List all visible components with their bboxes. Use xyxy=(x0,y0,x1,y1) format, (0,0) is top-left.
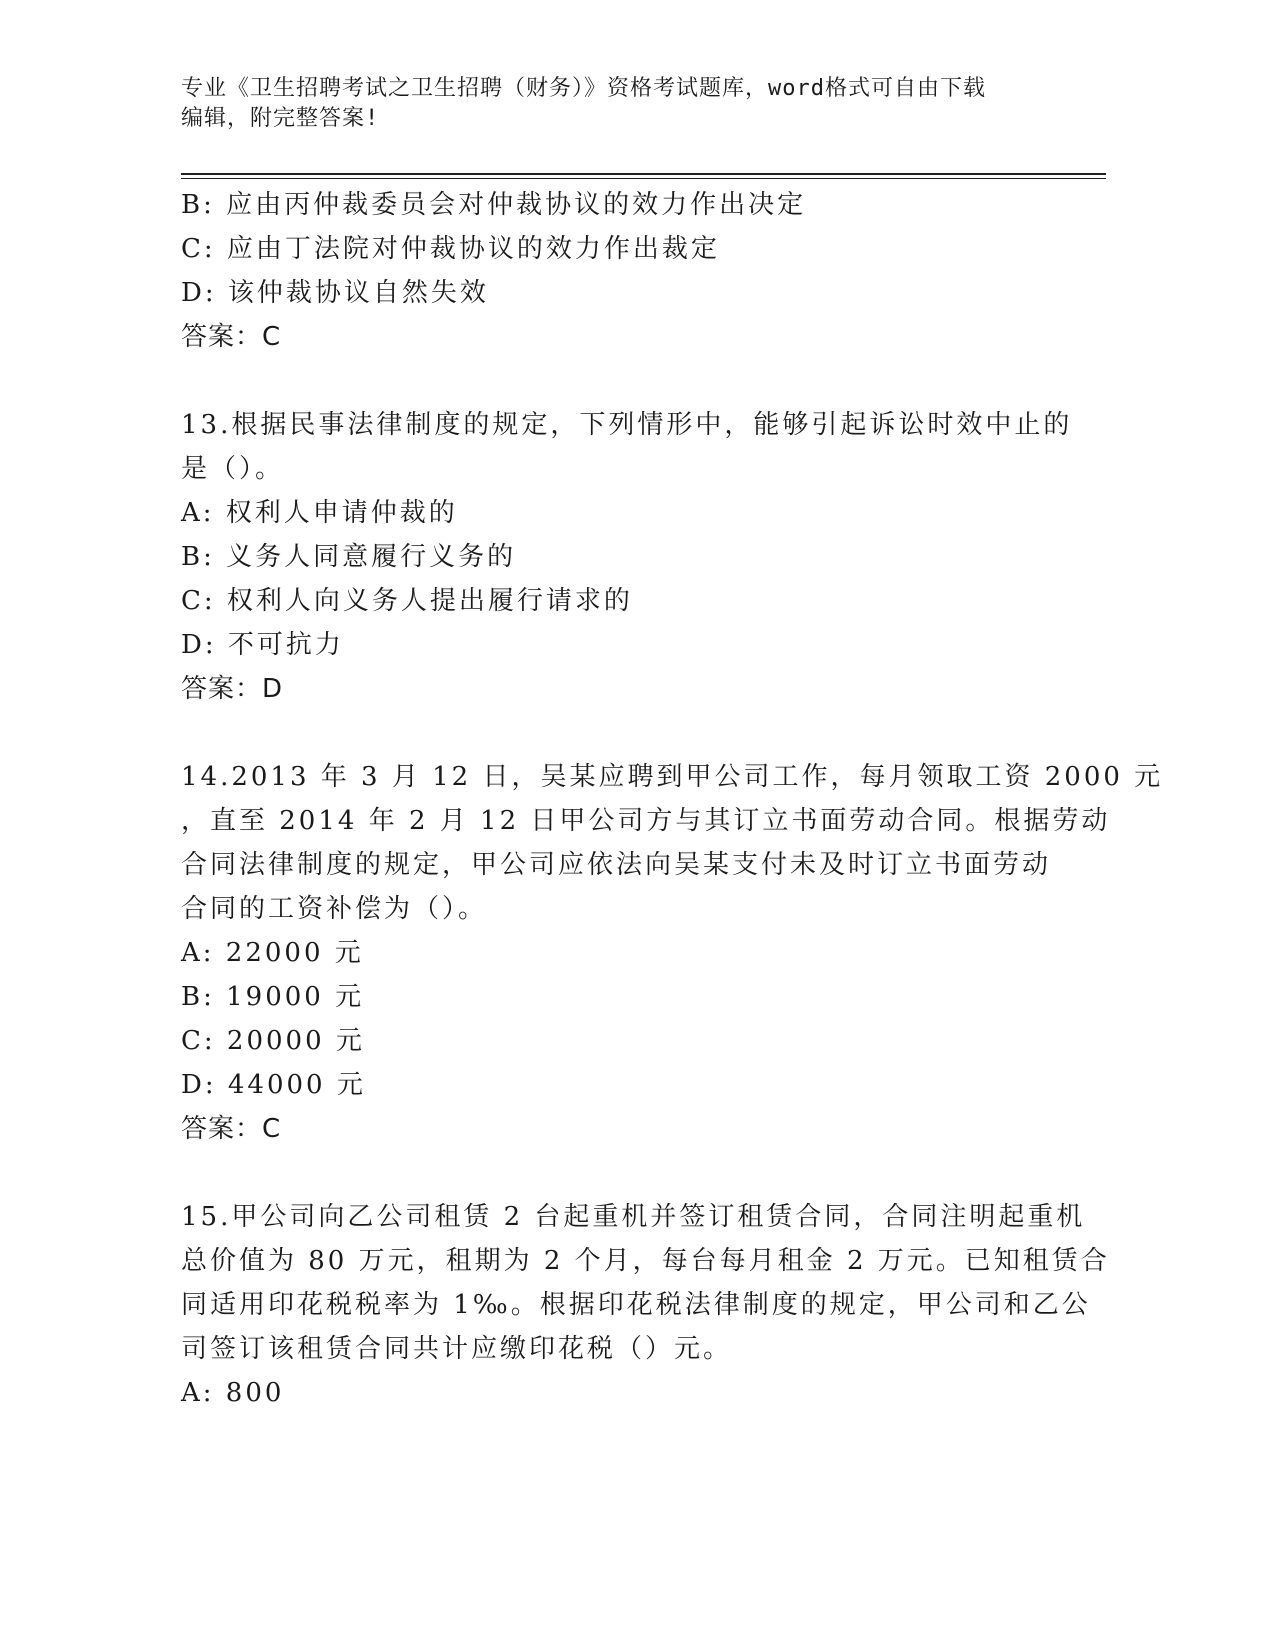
option-c: C: 应由丁法院对仲裁协议的效力作出裁定 xyxy=(181,234,720,264)
document-body xyxy=(181,183,1164,1415)
question-text-line: 13.根据民事法律制度的规定，下列情形中，能够引起诉讼时效中止的 xyxy=(181,410,1073,440)
answer: 答案：D xyxy=(181,674,284,704)
option-d: D: 该仲裁协议自然失效 xyxy=(181,278,489,308)
option-b: B: 应由丙仲裁委员会对仲裁协议的效力作出决定 xyxy=(181,190,807,220)
question-text-line: 总价值为 80 万元，租期为 2 个月，每台每月租金 2 万元。已知租赁合 xyxy=(181,1246,1110,1276)
question-text-line: 是（）。 xyxy=(181,454,285,484)
question-text-line: 合同的工资补偿为（）。 xyxy=(181,894,488,924)
option-a: A: 800 xyxy=(181,1378,285,1408)
option-b: B: 义务人同意履行义务的 xyxy=(181,542,517,572)
option-a: A: 权利人申请仲裁的 xyxy=(181,498,458,528)
option-d: D: 不可抗力 xyxy=(181,630,344,660)
question-text-line: 合同法律制度的规定，甲公司应依法向吴某支付未及时订立书面劳动 xyxy=(181,850,1052,880)
header-rule-thin xyxy=(181,178,1106,179)
option-c: C: 20000 元 xyxy=(181,1026,365,1056)
spacer xyxy=(181,359,1036,403)
question-text-line: 15.甲公司向乙公司租赁 2 台起重机并签订租赁合同，合同注明起重机 xyxy=(181,1202,1086,1232)
header-line-2: 编辑，附完整答案! xyxy=(181,106,380,131)
question-14 xyxy=(181,755,1164,1151)
answer: 答案：C xyxy=(181,322,282,352)
question-12-tail xyxy=(181,183,1036,359)
header-rule-thick xyxy=(181,173,1106,175)
question-13 xyxy=(181,403,1073,711)
option-c: C: 权利人向义务人提出履行请求的 xyxy=(181,586,633,616)
question-text-line: ，直至 2014 年 2 月 12 日甲公司方与其订立书面劳动合同。根据劳动 xyxy=(181,806,1111,836)
answer: 答案：C xyxy=(181,1114,282,1144)
spacer xyxy=(181,711,1036,755)
document-header xyxy=(181,74,1081,134)
question-text-line: 同适用印花税税率为 1‰。根据印花税法律制度的规定，甲公司和乙公 xyxy=(181,1290,1091,1320)
question-text-line: 司签订该租赁合同共计应缴印花税（）元。 xyxy=(181,1334,733,1364)
option-d: D: 44000 元 xyxy=(181,1070,366,1100)
option-b: B: 19000 元 xyxy=(181,982,365,1012)
question-15 xyxy=(181,1195,1110,1415)
question-text-line: 14.2013 年 3 月 12 日，吴某应聘到甲公司工作，每月领取工资 2000 元 xyxy=(181,762,1164,792)
spacer xyxy=(181,1151,1036,1195)
header-line-1: 专业《卫生招聘考试之卫生招聘（财务）》资格考试题库，word格式可自由下载 xyxy=(181,76,986,101)
option-a: A: 22000 元 xyxy=(181,938,364,968)
